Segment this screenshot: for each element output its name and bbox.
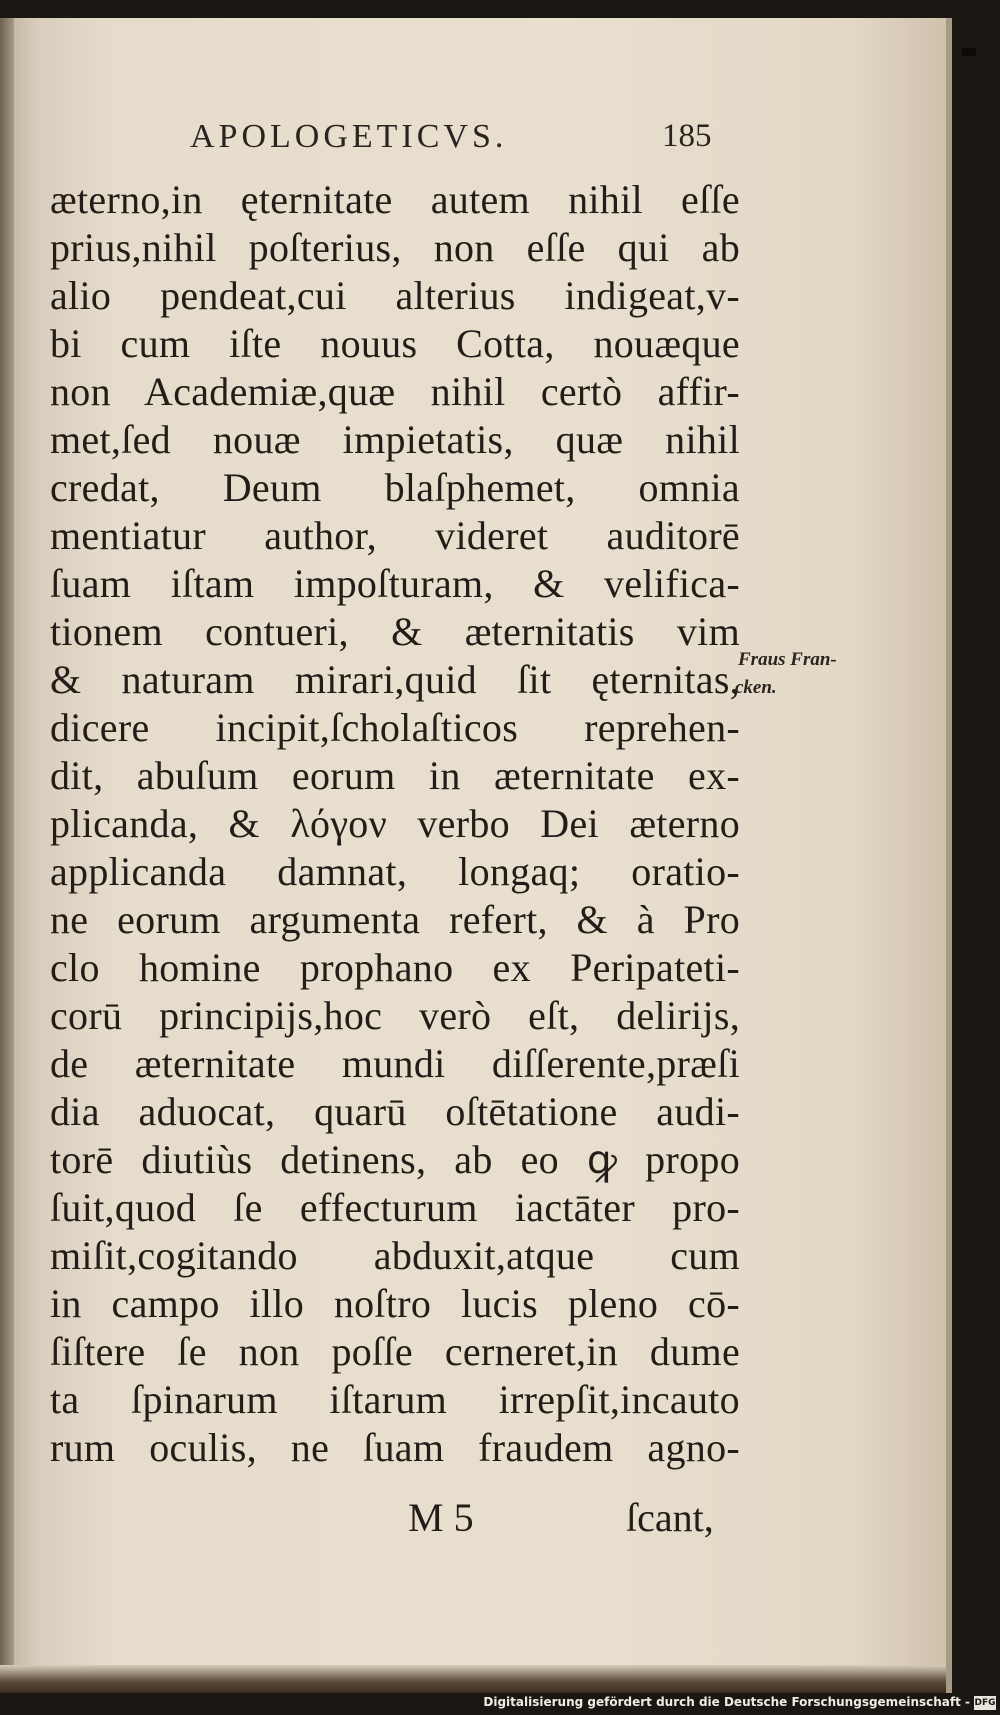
book-page	[0, 18, 952, 1693]
text-line: corū principijs,hoc verò eſt, delirijs,	[50, 993, 740, 1038]
text-line: prius,nihil poſterius, non eſſe qui ab	[50, 225, 740, 270]
text-line: clo homine prophano ex Peripateti-	[50, 945, 740, 990]
text-line: de æternitate mundi diſſerente,præſi	[50, 1041, 740, 1086]
text-line: alio pendeat,cui alterius indigeat,v-	[50, 273, 740, 318]
text-line: ſiſtere ſe non poſſe cerneret,in dume	[50, 1329, 740, 1374]
marginal-note	[735, 646, 888, 702]
text-line: bi cum iſte nouus Cotta, nouæque	[50, 321, 740, 366]
dfg-logo-icon: DFG	[974, 1698, 996, 1708]
text-line: mentiatur author, videret auditorē	[50, 513, 740, 558]
page-gutter	[0, 18, 14, 1693]
text-line: met,ſed nouæ impietatis, quæ nihil	[50, 417, 740, 462]
text-line: tionem contueri, & æternitatis vim	[50, 609, 740, 654]
text-line: non Academiæ,quæ nihil certò affir-	[50, 369, 740, 414]
body-text	[50, 176, 740, 1472]
page-number: 185	[662, 118, 712, 154]
running-head: APOLOGETICVS.	[190, 118, 508, 155]
page-bottom-edge	[0, 1665, 946, 1693]
text-line: æterno,in ęternitate autem nihil eſſe	[50, 177, 740, 222]
text-line: in campo illo noſtro lucis pleno cō-	[50, 1281, 740, 1326]
footer-bar	[0, 1693, 1000, 1715]
spine-mark	[962, 48, 976, 56]
text-line: dicere incipit,ſcholaſticos reprehen-	[50, 705, 740, 750]
signature-line	[0, 1494, 1000, 1546]
marginal-note-line-2: cken.	[735, 677, 777, 698]
text-line: ſuit,quod ſe effecturum iactāter pro-	[50, 1185, 740, 1230]
text-line: dia aduocat, quarū oſtētatione audi-	[50, 1089, 740, 1134]
text-line: ne eorum argumenta refert, & à Pro	[50, 897, 740, 942]
catchword: ſcant,	[626, 1495, 714, 1540]
text-line: miſit,cogitando abduxit,atque cum	[50, 1233, 740, 1278]
text-line: plicanda, & λόγον verbo Dei æterno	[50, 801, 740, 846]
text-line: dit, abuſum eorum in æternitate ex-	[50, 753, 740, 798]
text-line: torē diutiùs detinens, ab eo ꝙ propo	[50, 1137, 740, 1182]
text-line: & naturam mirari,quid ſit ęternitas,	[50, 657, 740, 702]
marginal-note-line-1: Fraus Fran-	[738, 649, 837, 670]
text-line: rum oculis, ne ſuam fraudem agno-	[50, 1425, 740, 1470]
footer-credit: Digitalisierung gefördert durch die Deutsche Forschungsgemeinschaft -	[483, 1695, 970, 1709]
text-line: ſuam iſtam impoſturam, & velifica-	[50, 561, 740, 606]
text-line: ta ſpinarum iſtarum irrepſit,incauto	[50, 1377, 740, 1422]
signature-mark: M 5	[408, 1495, 474, 1540]
text-line: applicanda damnat, longaq; oratio-	[50, 849, 740, 894]
text-line: credat, Deum blaſphemet, omnia	[50, 465, 740, 510]
